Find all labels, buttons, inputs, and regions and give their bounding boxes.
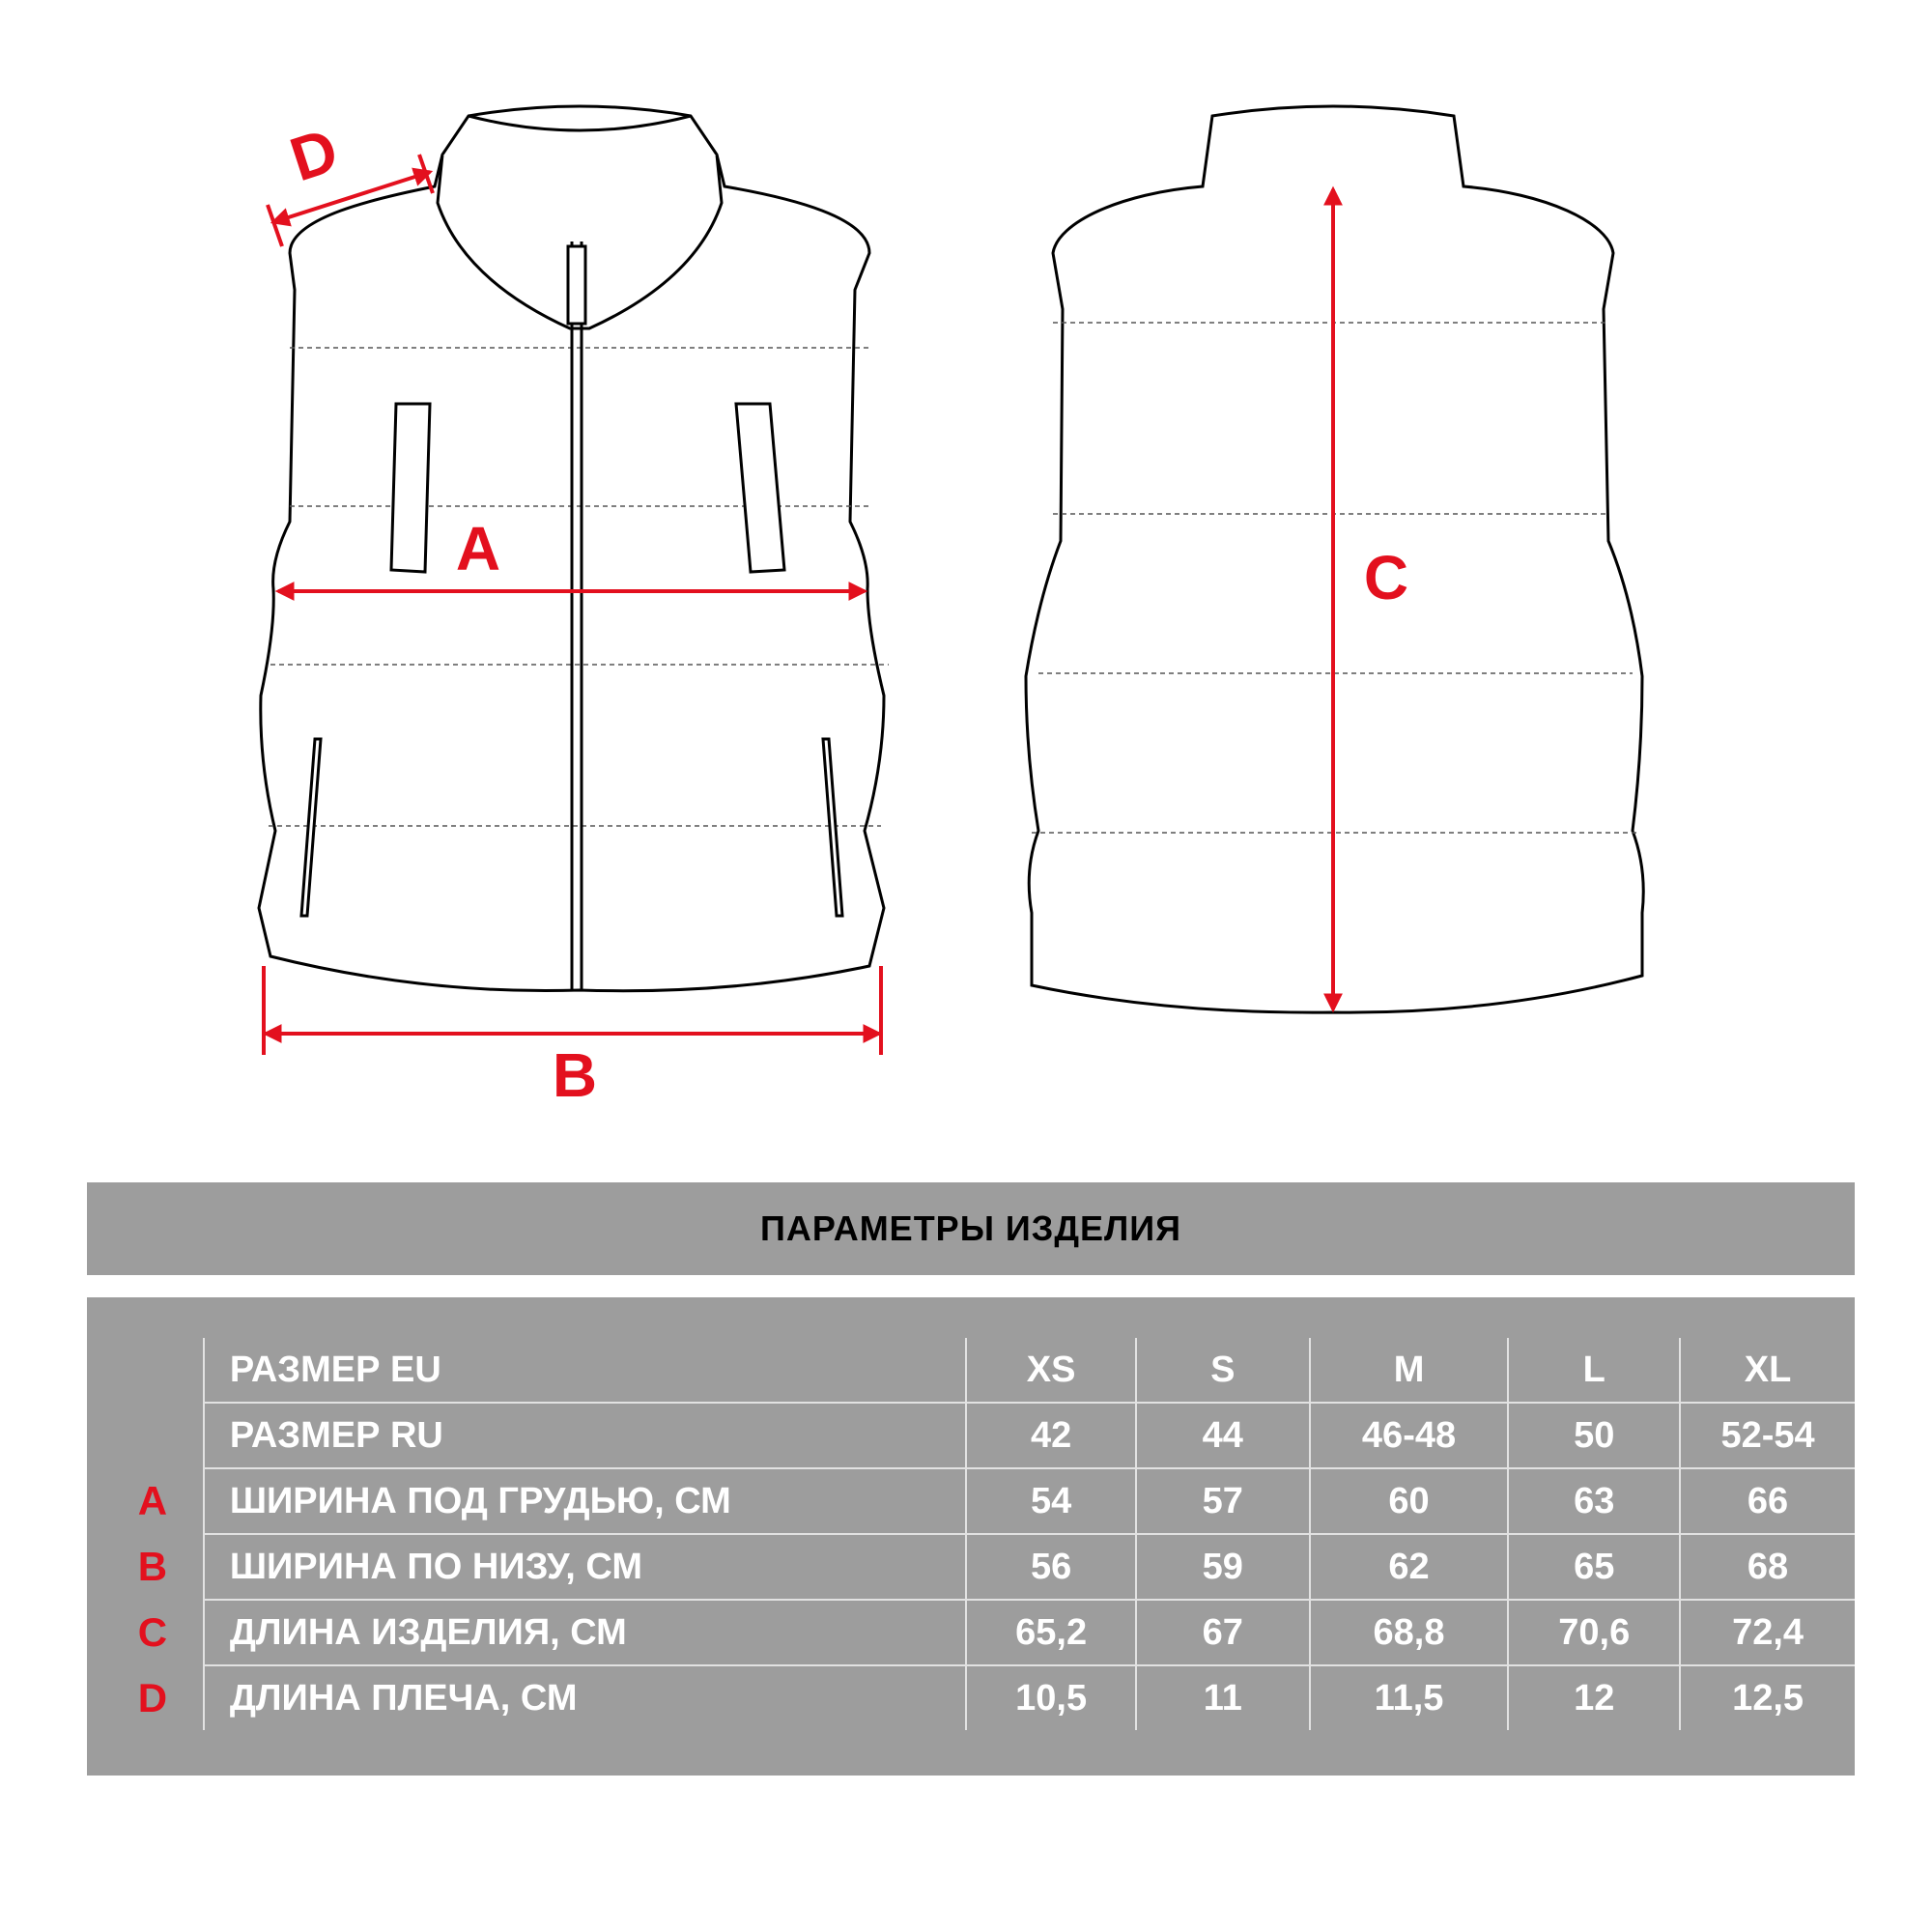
cell-value: 66 — [1680, 1468, 1855, 1534]
row-marker: D — [137, 1674, 168, 1720]
size-table-panel — [87, 1297, 1855, 1776]
row-marker: B — [137, 1544, 168, 1589]
table-row — [102, 1534, 1855, 1600]
dimension-b-label: B — [552, 1040, 598, 1110]
row-label: РАЗМЕР RU — [204, 1403, 966, 1468]
cell-value: 12 — [1508, 1665, 1680, 1730]
cell-value: 68 — [1680, 1534, 1855, 1600]
row-marker — [102, 1338, 204, 1403]
cell-value: 11,5 — [1310, 1665, 1509, 1730]
table-row — [102, 1403, 1855, 1468]
row-label: ДЛИНА ИЗДЕЛИЯ, СМ — [204, 1600, 966, 1665]
table-title-band — [87, 1182, 1855, 1275]
row-marker — [102, 1403, 204, 1468]
cell-value: 10,5 — [966, 1665, 1136, 1730]
cell-value: 62 — [1310, 1534, 1509, 1600]
cell-value: 42 — [966, 1403, 1136, 1468]
table-row — [102, 1600, 1855, 1665]
cell-value: 59 — [1136, 1534, 1310, 1600]
cell-value: 52-54 — [1680, 1403, 1855, 1468]
row-label: РАЗМЕР EU — [204, 1338, 966, 1403]
cell-value: XL — [1680, 1338, 1855, 1403]
size-table — [102, 1338, 1855, 1730]
dimension-d-label: D — [281, 114, 347, 195]
cell-value: 72,4 — [1680, 1600, 1855, 1665]
cell-value: 44 — [1136, 1403, 1310, 1468]
row-marker: A — [137, 1478, 168, 1523]
dimension-a-label: A — [455, 514, 501, 583]
cell-value: S — [1136, 1338, 1310, 1403]
cell-value: 46-48 — [1310, 1403, 1509, 1468]
cell-value: XS — [966, 1338, 1136, 1403]
cell-value: 12,5 — [1680, 1665, 1855, 1730]
cell-value: 11 — [1136, 1665, 1310, 1730]
cell-value: M — [1310, 1338, 1509, 1403]
table-row — [102, 1665, 1855, 1730]
table-title: ПАРАМЕТРЫ ИЗДЕЛИЯ — [759, 1208, 1182, 1248]
cell-value: 63 — [1508, 1468, 1680, 1534]
cell-value: 60 — [1310, 1468, 1509, 1534]
row-label: ШИРИНА ПО НИЗУ, СМ — [204, 1534, 966, 1600]
cell-value: 65,2 — [966, 1600, 1136, 1665]
cell-value: L — [1508, 1338, 1680, 1403]
row-label: ШИРИНА ПОД ГРУДЬЮ, СМ — [204, 1468, 966, 1534]
cell-value: 54 — [966, 1468, 1136, 1534]
table-row — [102, 1338, 1855, 1403]
row-marker: C — [137, 1609, 168, 1655]
cell-value: 50 — [1508, 1403, 1680, 1468]
cell-value: 57 — [1136, 1468, 1310, 1534]
dimension-c-label: C — [1363, 543, 1409, 612]
cell-value: 67 — [1136, 1600, 1310, 1665]
cell-value: 56 — [966, 1534, 1136, 1600]
cell-value: 68,8 — [1310, 1600, 1509, 1665]
cell-value: 70,6 — [1508, 1600, 1680, 1665]
table-row — [102, 1468, 1855, 1534]
cell-value: 65 — [1508, 1534, 1680, 1600]
row-label: ДЛИНА ПЛЕЧА, СМ — [204, 1665, 966, 1730]
